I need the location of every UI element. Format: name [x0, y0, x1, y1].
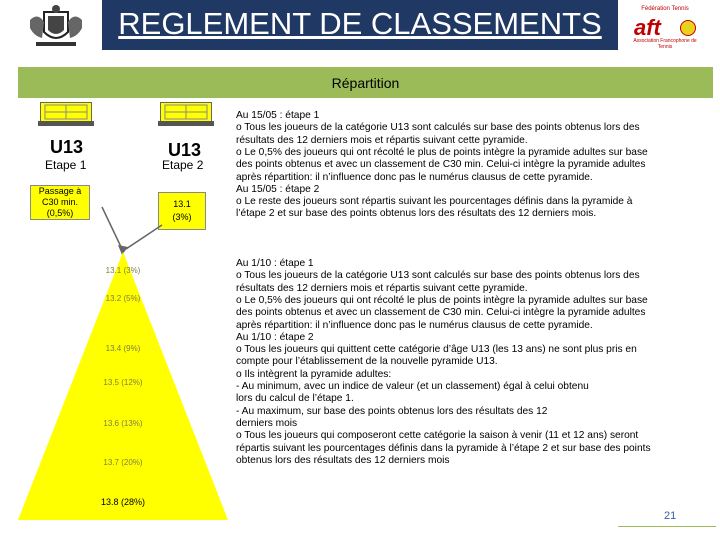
header: [0, 0, 720, 52]
text-block-octobre: [236, 258, 716, 508]
u13-label-left: U13: [50, 137, 84, 157]
text-line: résultats des 12 derniers mois et répartis suivant cette pyramide.: [236, 282, 528, 294]
text-line: l’étape 2 et sur base des points obtenus lors des résultats des 12 derniers mois.: [236, 208, 597, 220]
text-line: - Au minimum, avec un indice de valeur (et un classement) égal à celui obtenu: [236, 381, 589, 392]
aft-logo-bottom: Association Francophone de Tennis: [633, 38, 697, 50]
text-line: Au 1/10 : étape 1: [236, 258, 314, 269]
text-line: Au 15/05 : étape 1: [236, 110, 320, 121]
court-shadow: [38, 121, 94, 126]
box-line: Passage à: [38, 186, 82, 196]
text-line: - Au maximum, sur base des points obtenus lors des résultats des 12: [236, 405, 548, 417]
tennis-court-icon: [160, 102, 212, 122]
text-line: o Le 0,5% des joueurs qui ont récolté le plus de points intègre la pyramide adultes sur base: [236, 146, 648, 158]
text-line: o Le reste des joueurs sont répartis suivant les pourcentages définis dans la pyramide à: [236, 196, 633, 208]
aft-logo: [628, 6, 702, 50]
pyramid-level: 13.4 (9%): [105, 344, 141, 353]
text-line: obtenus lors des résultats des 12 derniers mois: [236, 454, 450, 466]
pyramid-level: 13.7 (20%): [103, 458, 143, 467]
aft-logo-name: aft: [634, 15, 661, 40]
text-line: répartis suivant les pourcentages définis dans la pyramide à l’étape 2 et sur base des points: [236, 442, 651, 454]
text-line: résultats des 12 derniers mois et répartis suivant cette pyramide.: [236, 134, 528, 146]
pyramid: [18, 252, 228, 520]
text-line: Au 15/05 : étape 2: [236, 183, 320, 195]
section-label: Répartition: [331, 75, 400, 91]
text-line: Au 1/10 : étape 2: [236, 331, 314, 343]
etape1-label: Etape 1: [45, 158, 87, 172]
court-shadow: [158, 121, 214, 126]
pyramid-level: 13.5 (12%): [103, 378, 143, 387]
text-line: après répartition: il n’influence donc pas le numérus clausus de cette pyramide.: [236, 319, 593, 331]
tennis-ball-icon: [680, 20, 696, 36]
aft-logo-top: Fédération Tennis: [641, 6, 689, 12]
passage-c30-box: [30, 185, 90, 220]
box-line: (0,5%): [46, 208, 74, 218]
page-number: 21: [664, 510, 677, 522]
text-line: des points obtenus et avec un classement de C30 min. Celui-ci intègre la pyramide adultes: [236, 159, 646, 171]
text-line: o Tous les joueurs qui quittent cette catégorie d’âge U13 (les 13 ans) ne sont plus pris en: [236, 344, 637, 356]
text-line: o Tous les joueurs qui composeront cette catégorie la saison à venir (11 et 12 ans) seront: [236, 430, 639, 442]
etape2-label: Etape 2: [162, 158, 204, 172]
text-line: compte pour l’établissement de la nouvelle pyramide U13.: [236, 356, 498, 368]
text-line: o Tous les joueurs de la catégorie U13 sont calculés sur base des points obtenus lors des: [236, 270, 640, 282]
box-line: (3%): [172, 212, 192, 222]
text-line: o Tous les joueurs de la catégorie U13 sont calculés sur base des points obtenus lors des: [236, 122, 640, 134]
box-line: 13.1: [173, 199, 191, 209]
crest-logo: [20, 2, 92, 50]
text-line: des points obtenus et avec un classement de C30 min. Celui-ci intègre la pyramide adultes: [236, 307, 646, 319]
text-line: lors du calcul de l’étape 1.: [236, 393, 354, 405]
text-line: o Le 0,5% des joueurs qui ont récolté le plus de points intègre la pyramide adultes sur base: [236, 294, 648, 306]
text-line: derniers mois: [236, 417, 298, 429]
text-line: après répartition: il n’influence donc pas le numérus clausus de cette pyramide.: [236, 171, 593, 183]
pyramid-level: 13.8 (28%): [100, 497, 146, 507]
page-title: REGLEMENT DE CLASSEMENTS: [118, 6, 602, 41]
pyramid-level: 13.1 (3%): [105, 266, 141, 275]
tennis-court-icon: [40, 102, 92, 122]
text-line: o Ils intègrent la pyramide adultes:: [236, 368, 392, 380]
pyramid-level: 13.2 (5%): [105, 294, 141, 303]
u13-label-right: U13: [168, 140, 202, 160]
text-block-mai: [236, 110, 716, 240]
page-divider: [618, 526, 716, 527]
box-line: C30 min.: [41, 197, 78, 207]
pyramid-level: 13.6 (13%): [103, 419, 143, 428]
